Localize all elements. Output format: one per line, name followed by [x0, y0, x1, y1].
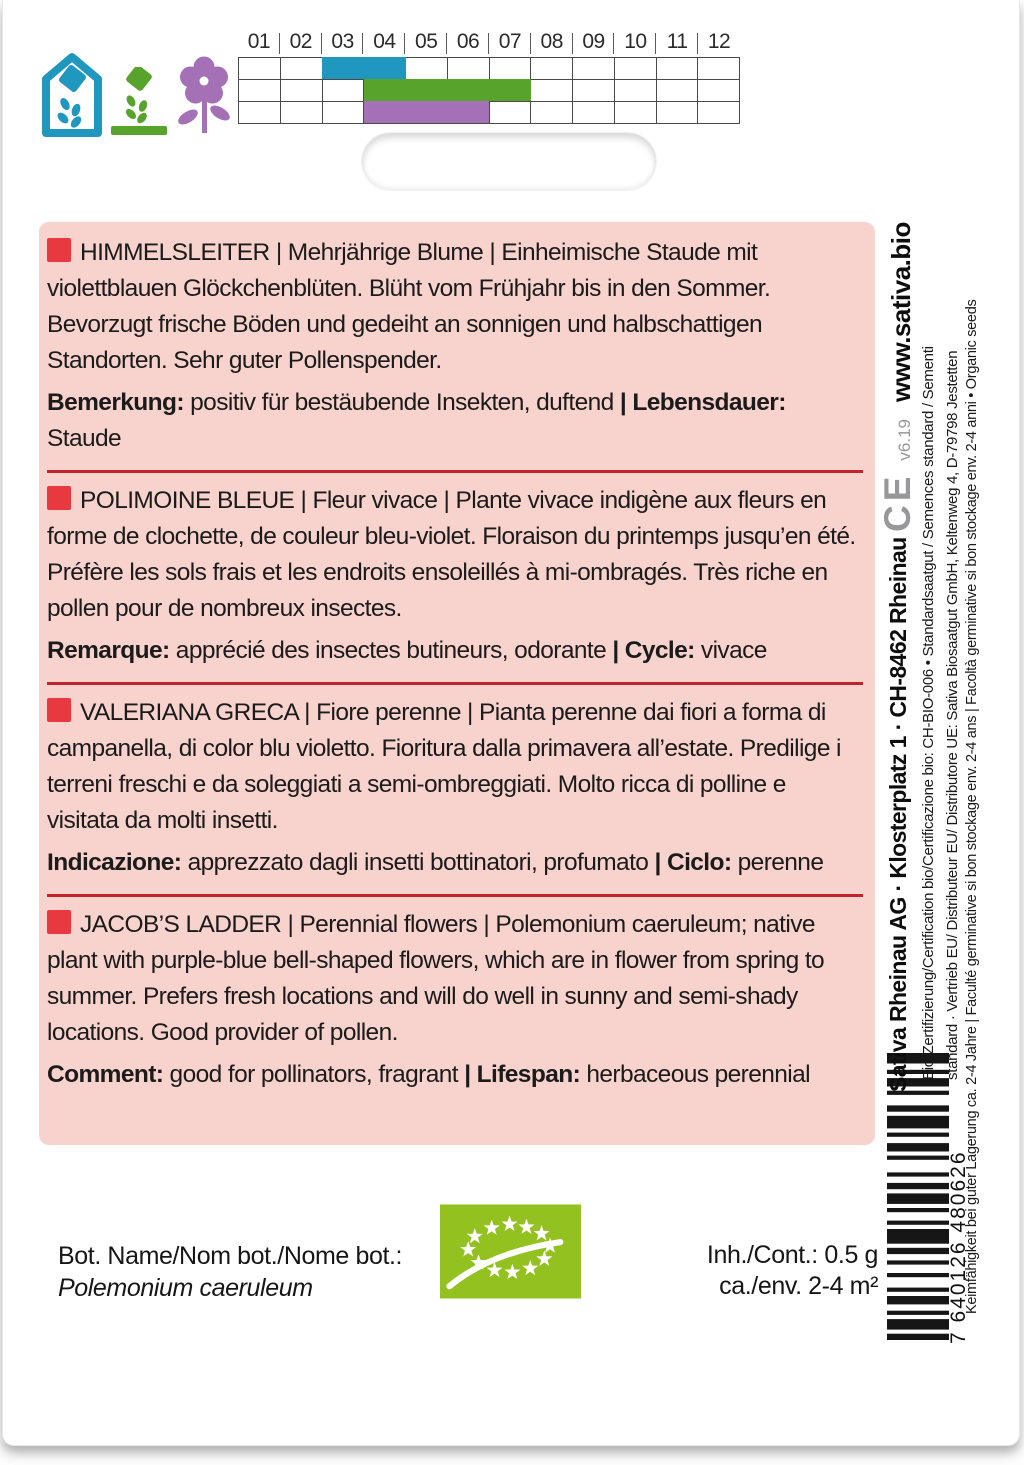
- calendar-cell: [698, 102, 739, 123]
- calendar-cell: [657, 102, 699, 123]
- calendar-cell: [615, 80, 657, 101]
- calendar-row: [239, 102, 739, 123]
- certification-line-1: Bio-Zertifizierung/Certification bio/Certificazione bio: CH-BIO-006 • Standardsaatgut / Semences standard / Sementi: [920, 346, 937, 1080]
- description-panel: [39, 222, 875, 1145]
- calendar-cell: [573, 80, 615, 101]
- calendar-month-label: 07: [489, 28, 531, 57]
- calendar-cell: [531, 102, 573, 123]
- calendar-bar-flowering: [364, 101, 489, 123]
- calendar-month-label: 04: [363, 28, 405, 57]
- note-text: apprécié des insectes butineurs, odorante: [169, 637, 613, 664]
- calendar-cell: [615, 58, 657, 79]
- calendar-cell: [239, 102, 281, 123]
- calendar-cell: [490, 102, 532, 123]
- contents-info: [643, 1240, 878, 1302]
- website-url: www.sativa.bio: [886, 222, 916, 402]
- calendar-bar-sow-outdoors: [364, 79, 531, 101]
- certification-line-2: standard · Vertrieb EU/ Distributeur EU/ Distributore UE: Sativa Biosaatgut GmbH, Keltenweg 4, D-79798 Jestetten: [944, 350, 961, 1080]
- description-text-it: | Fiore perenne | Pianta perenne dai fiori a forma di campanella, di color blu violetto. Fioritura dalla primavera all’estate. Predilige i terreni freschi e da soleggiati a semi-ombreggiati. Molto ricca di polline e visitata da molti insetti.: [47, 699, 841, 834]
- lang-block-it: [47, 682, 863, 881]
- calendar-month-label: 10: [614, 28, 656, 57]
- note-text: vivace: [694, 637, 767, 664]
- calendar-cell: [573, 102, 615, 123]
- calendar-row: [239, 58, 739, 80]
- description-de: [47, 235, 863, 379]
- red-square-bullet: [47, 910, 71, 934]
- calendar-month-label: 01: [238, 28, 280, 57]
- plant-name-en: JACOB’S LADDER: [80, 911, 282, 938]
- plant-name-it: VALERIANA GRECA: [80, 699, 298, 726]
- lang-block-fr: [47, 470, 863, 669]
- lang-block-de: [47, 235, 863, 457]
- note-label: Bemerkung:: [47, 389, 184, 416]
- calendar-cell: [531, 58, 573, 79]
- germination-text: Keimfähigkeit bei guter Lagerung ca. 2-4 Jahre | Faculté germinative si bon stockage env. 2-4 ans | Facoltà germinative si bon stockage env. 2-4 anni • Organic seeds: [964, 299, 980, 1314]
- note-fr: [47, 633, 863, 669]
- company-address: Sativa Rheinau AG · Klosterplatz 1 · CH-8462 Rheinau: [885, 537, 911, 1092]
- calendar-cell: [657, 58, 699, 79]
- ce-mark: [877, 419, 919, 532]
- calendar-month-label: 08: [531, 28, 573, 57]
- note-label: Comment:: [47, 1061, 164, 1088]
- plant-name-de: HIMMELSLEITER: [80, 239, 270, 266]
- sowing-calendar: [238, 28, 740, 124]
- calendar-cell: [698, 58, 739, 79]
- calendar-cell: [698, 80, 739, 101]
- barcode-digits: 7 640126 480626: [947, 1150, 970, 1344]
- sow-indoors-icon: [41, 52, 103, 143]
- calendar-month-label: 05: [405, 28, 447, 57]
- calendar-month-label: 06: [447, 28, 489, 57]
- red-square-bullet: [47, 238, 71, 262]
- description-text-de: | Mehrjährige Blume | Einheimische Staude mit violettblauen Glöckchenblüten. Blüht vom Frühjahr bis in den Sommer. Bevorzugt frische Böden und gedeiht an sonnigen und halbschattigen Standorten. Sehr guter Pollenspender.: [47, 239, 771, 374]
- calendar-cell: [615, 102, 657, 123]
- calendar-month-row: [238, 28, 740, 57]
- botanical-name-label: Bot. Name/Nom bot./Nome bot.:: [58, 1242, 403, 1270]
- red-square-bullet: [47, 698, 71, 722]
- calendar-cell: [657, 80, 699, 101]
- hang-hole-cutout: [361, 132, 657, 191]
- seed-packet-back: [2, 0, 1020, 1446]
- calendar-month-label: 02: [280, 28, 322, 57]
- note-label: | Lifespan:: [464, 1061, 581, 1088]
- calendar-cell: [448, 58, 490, 79]
- note-text: Staude: [47, 425, 122, 452]
- note-de: [47, 385, 863, 457]
- note-label: | Cycle:: [612, 637, 695, 664]
- calendar-month-label: 09: [573, 28, 615, 57]
- note-text: perenne: [731, 849, 824, 876]
- contents-coverage: ca./env. 2-4 m²: [719, 1272, 878, 1300]
- barcode: [887, 1053, 949, 1340]
- calendar-cell: [281, 102, 323, 123]
- description-text-fr: | Fleur vivace | Plante vivace indigène aux fleurs en forme de clochette, de couleur bleu-violet. Floraison du printemps jusqu’en été. Préfère les sols frais et les endroits ensoleillés à mi-ombragés. Très riche en pollen pour de nombreux insectes.: [47, 487, 856, 622]
- description-fr: [47, 483, 863, 627]
- note-label: | Ciclo:: [654, 849, 732, 876]
- note-label: | Lebensdauer:: [619, 389, 786, 416]
- description-it: [47, 695, 863, 839]
- calendar-cell: [239, 58, 281, 79]
- calendar-cell: [281, 58, 323, 79]
- sow-outdoors-icon: [109, 67, 169, 142]
- calendar-cell: [531, 80, 573, 101]
- description-en: [47, 907, 863, 1051]
- note-text: apprezzato dagli insetti bottinatori, profumato: [181, 849, 655, 876]
- eu-organic-logo: [440, 1204, 581, 1304]
- botanical-name: [58, 1240, 402, 1304]
- note-en: [47, 1057, 863, 1093]
- contents-weight: Inh./Cont.: 0.5 g: [706, 1241, 878, 1269]
- ce-logo: CE: [877, 472, 918, 532]
- calendar-cell: [323, 80, 365, 101]
- note-text: good for pollinators, fragrant: [163, 1061, 465, 1088]
- botanical-name-value: Polemonium caeruleum: [58, 1274, 313, 1302]
- note-it: [47, 845, 863, 881]
- calendar-cell: [406, 58, 448, 79]
- calendar-bar-sow-indoors: [322, 57, 405, 79]
- calendar-cell: [573, 58, 615, 79]
- note-text: positiv für bestäubende Insekten, duftend: [183, 389, 620, 416]
- calendar-cell: [323, 102, 365, 123]
- description-text-en: | Perennial flowers | Polemonium caeruleum; native plant with purple-blue bell-shaped flowers, which are in flower from spring to summer. Prefers fresh locations and will do well in sunny and semi-shady locations. Good provider of pollen.: [47, 911, 825, 1046]
- calendar-cell: [490, 58, 532, 79]
- calendar-month-label: 03: [322, 28, 364, 57]
- version-number: v6.19: [895, 419, 914, 461]
- certification-text: [917, 346, 965, 1080]
- calendar-month-label: 12: [707, 30, 731, 53]
- flowering-icon: [173, 55, 235, 140]
- red-square-bullet: [47, 486, 71, 510]
- calendar-cell: [239, 80, 281, 101]
- calendar-cell: [281, 80, 323, 101]
- lang-block-en: [47, 894, 863, 1093]
- note-label: Indicazione:: [47, 849, 182, 876]
- plant-name-fr: POLIMOINE BLEUE: [80, 487, 295, 514]
- calendar-month-label: 11: [656, 28, 698, 57]
- note-label: Remarque:: [47, 637, 170, 664]
- note-text: herbaceous perennial: [580, 1061, 811, 1088]
